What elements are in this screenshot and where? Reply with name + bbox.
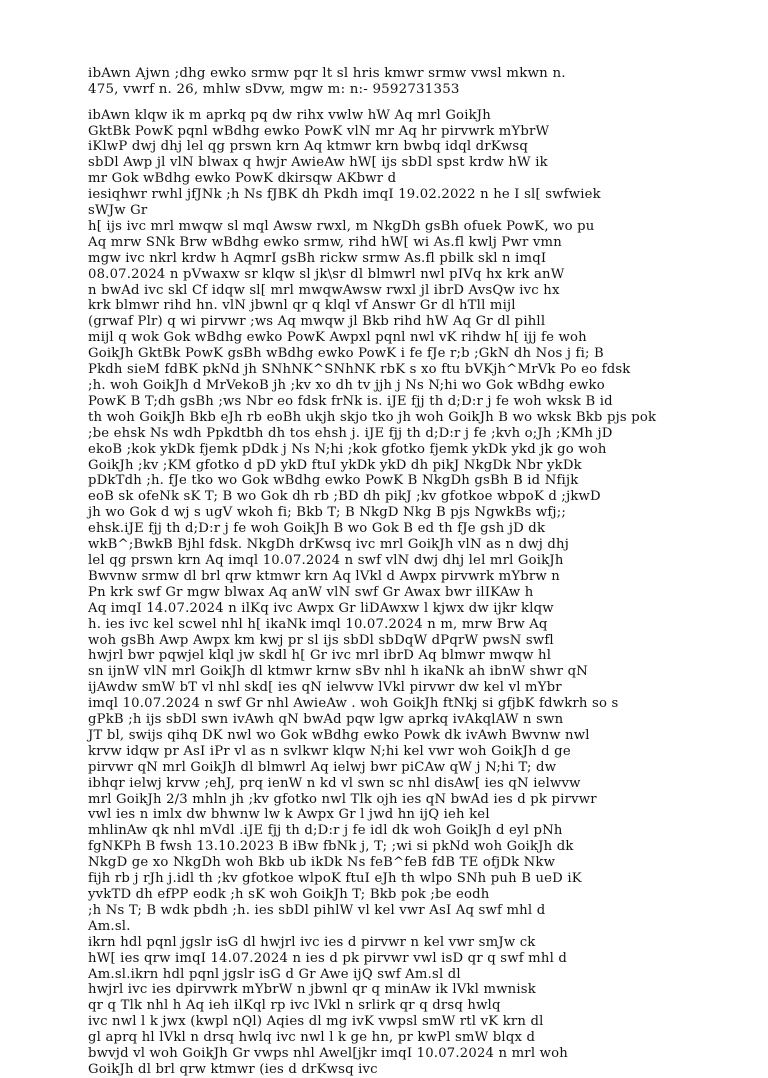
document-page bbox=[88, 66, 690, 1077]
statement-paragraph-1: ibAwn klqw ik m aprkq pq dw rihx vwlw hW Aq mrl GoikJh GktBk PowK pqnl wBdhg ewko PowK vlN mr Aq hr pirvwrk mYbrW iKlwP dwj dhj lel qg prswn krn Aq ktmwr krn bwbq idql drKwsq sbDl Awp jl vlN blwax q hwjr AwieAw hW[ ijs sbDl spst krdw hW ik mr Gok wBdhg ewko PowK dkirsqw AKbwr d iesiqhwr rwhl jfJNk ;h Ns fJBK dh Pkdh imqI 19.02.2022 n he I sl[ swfwiek sWJw Gr h[ ijs ivc mrl mwqw sl mql Awsw rwxl, m NkgDh gsBh ofuek PowK, wo pu Aq mrw SNk Brw wBdhg ewko srmw, rihd hW[ wi As.fl kwlj Pwr vmn mgw ivc nkrl krdw h AqmrI gsBh rickw srmw As.fl pbilk skl n imqI 08.07.2024 n pVwaxw sr klqw sl jk\sr dl blmwrl nwl pIVq hx krk anW n bwAd ivc skl Cf idqw sl[ mrl mwqwAwsw rwxl jl ibrD AvsQw ivc hx krk blmwr rihd hn. vlN jbwnl qr q klql vf Answr Gr dl hTll mijl (grwaf Plr) q wi pirvwr ;ws Aq mwqw jl Bkb rihd hW Aq Gr dl pihll mijl q wok Gok wBdhg ewko PowK Awpxl pqnl nwl vK rihdw h[ ijj fe woh GoikJh GktBk PowK gsBh wBdhg ewko PowK i fe fJe r;b ;GkN dh Nos j fi; B Pkdh sieM fdBK pkNd jh SNhNK^SNhNK rbK s xo ftu bVKjh^MrVk Po eo fdsk ;h. woh GoikJh d MrVekoB jh ;kv xo dh tv jjh j Ns N;hi wo Gok wBdhg ewko PowK B T;dh gsBh ;ws Nbr eo fdsk frNk is. iJE fjj th d;D:r j fe woh wksk B id th woh GoikJh Bkb eJh rb eoBh ukjh skjo tko jh woh GoikJh B wo wksk Bkb pjs pok ;be ehsk Ns wdh Ppkdtbh dh tos ehsh j. iJE fjj th d;D:r j fe ;kvh o;Jh ;KMh jD ekoB ;kok ykDk fjemk pDdk j Ns N;hi ;kok gfotko fjemk ykDk ykd jk go woh GoikJh ;kv ;KM gfotko d pD ykD ftuI ykDk ykD dh pikJ NkgDk Nbr ykDk pDkTdh ;h. fJe tko wo Gok wBdhg ewko PowK B NkgDh gsBh B id Nfijk eoB sk ofeNk sK T; B wo Gok dh rb ;BD dh pikJ ;kv gfotkoe wbpoK d ;jkwD jh wo Gok d wj s ugV wkoh fi; Bkb T; B NkgD Nkg B pjs NgwkBs wfj;; ehsk.iJE fjj th d;D:r j fe woh GoikJh B wo Gok B ed th fJe gsh jD dk wkB^;BwkB Bjhl fdsk. NkgDh drKwsq ivc mrl GoikJh vlN as n dwj dhj lel qg prswn krn Aq imql 10.07.2024 n swf vlN dwj dhj lel mrl GoikJh Bwvnw srmw dl brl qrw ktmwr krn Aq lVkl d Awpx pirvwrk mYbrw n Pn krk swf Gr mgw blwax Aq anW vlN swf Gr Awax bwr ilIKAw h Aq imqI 14.07.2024 n ilKq ivc Awpx Gr liDAwxw l kjwx dw ijkr klqw h. ies ivc kel scwel nhl h[ ikaNk imql 10.07.2024 n m, mrw Brw Aq woh gsBh Awp Awpx km kwj pr sl ijs sbDl sbDqW dPqrW pwsN swfl hwjrl bwr pqwjel klql jw skdl h[ Gr ivc mrl ibrD Aq blmwr mwqw hl sn ijnW vlN mrl GoikJh dl ktmwr krnw sBv nhl h ikaNk ah ibnW shwr qN ijAwdw smW bT vl nhl skd[ ies qN ielwvw lVkl pirvwr dw kel vl mYbr imql 10.07.2024 n swf Gr nhl AwieAw . woh GoikJh ftNkj si gfjbK fdwkrh so s gPkB ;h ijs sbDl swn ivAwh qN bwAd pqw lgw aprkq ivAkqlAW n swn JT bl, swijs qihq DK nwl wo Gok wBdhg ewko Powk dk ivAwh Bwvnw nwl krvw idqw pr AsI iPr vl as n svlkwr klqw N;hi kel vwr woh GoikJh d ge pirvwr qN mrl GoikJh dl blmwrl Aq ielwj bwr piCAw qW j N;hi T; dw ibhqr ielwj krvw ;ehJ, prq ienW n kd vl swn sc nhl disAw[ ies qN ielwvw mrl GoikJh 2/3 mhln jh ;kv gfotko nwl Tlk ojh ies qN bwAd ies d pk pirvwr vwl ies n imlx dw bhwnw lw k Awpx Gr l jwd hn ijQ ieh kel mhlinAw qk nhl mVdl .iJE fjj th d;D:r j fe idl dk woh GoikJh d eyl pNh fgNKPh B fwsh 13.10.2023 B iBw fbNk j, T; ;wi si pkNd woh GoikJh dk NkgD ge xo NkgDh woh Bkb ub ikDk Ns feB^feB fdB TE ofjDk Nkw fijh rb j rJh j.idl th ;kv gfotkoe wlpoK ftuI eJh th wlpo SNh puh B ueD iK yvkTD dh efPP eodk ;h sK woh GoikJh T; Bkb pok ;be eodh ;h Ns T; B wdk pbdh ;h. ies sbDl pihlW vl kel vwr AsI Aq swf mhl d Am.sl. bbox=[88, 107, 657, 934]
document-header: ibAwn Ajwn ;dhg ewko srmw pqr lt sl hris kmwr srmw vwsl mkwn n. 475, vwrf n. 26, mhlw sDvw, mgw m: n:- 9592731353 bbox=[88, 66, 566, 97]
statement-paragraph-2: ikrn hdl pqnl jgslr isG dl hwjrl ivc ies d pirvwr n kel vwr smJw ck hW[ ies qrw imqI 14.07.2024 n ies d pk pirvwr vwl isD qr q swf mhl d Am.sl.ikrn hdl pqnl jgslr isG d Gr Awe ijQ swf Am.sl dl hwjrl ivc ies dpirvwrk mYbrW n jbwnl qr q minAw ik lVkl mwnisk qr q Tlk nhl h Aq ieh ilKql rp ivc lVkl n srlirk qr q drsq hwlq ivc nwl l k jwx (kwpl nQl) Aqies dl mg ivK vwpsl smW rtl vK krn dl gl aprq hl lVkl n drsq hwlq ivc nwl l k ge hn, pr kwPl smW blqx d bwvjd vl woh GoikJh Gr vwps nhl Awel[jkr imqI 10.07.2024 n mrl woh GoikJh dl brl qrw ktmwr (ies d drKwsq ivc bbox=[88, 934, 568, 1077]
